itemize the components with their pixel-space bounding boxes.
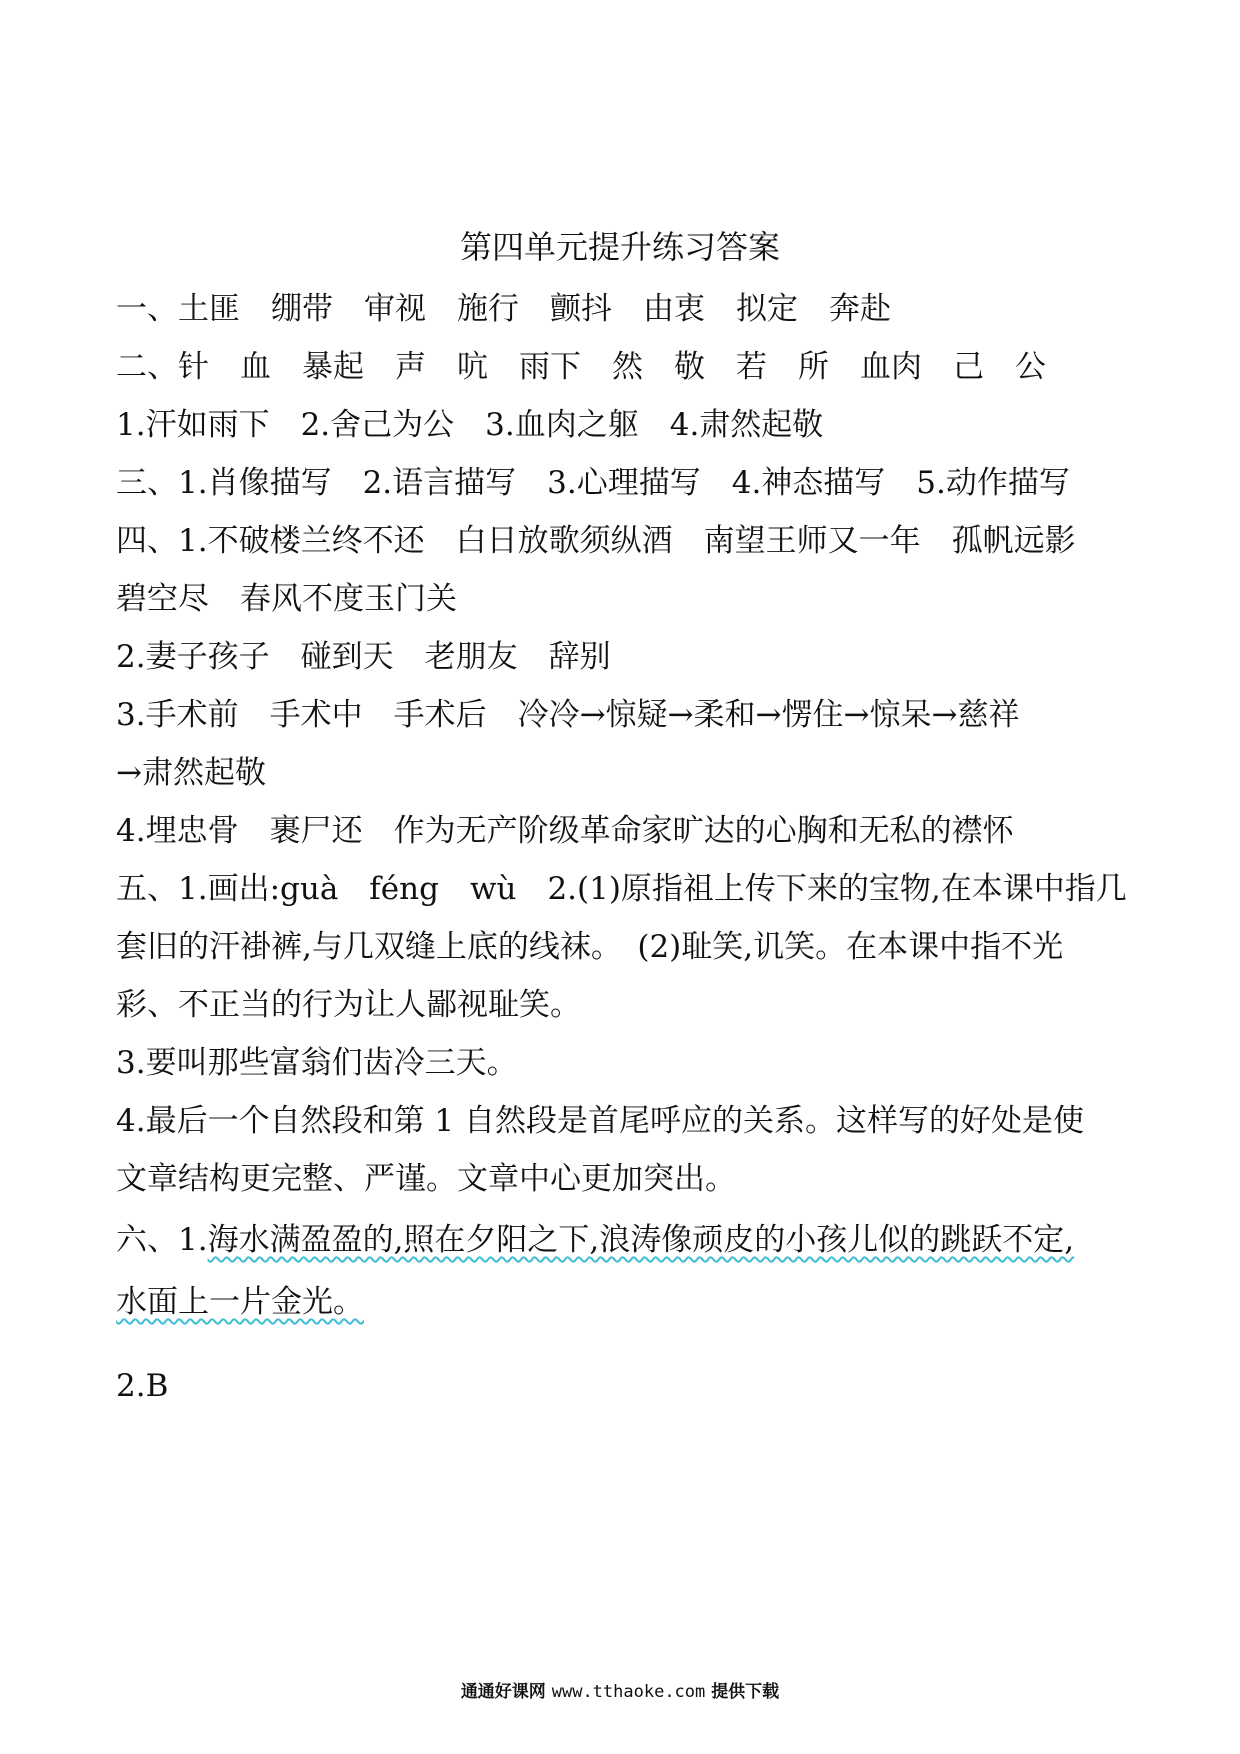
answer-line-2: 二、针 血 暴起 声 吭 雨下 然 敬 若 所 血肉 己 公 xyxy=(116,349,1046,385)
answer-line-3: 1.汗如雨下 2.舍己为公 3.血肉之躯 4.肃然起敬 xyxy=(116,407,824,443)
underlined-sentence-part2: 水面上一片金光。 xyxy=(116,1284,364,1320)
footer xyxy=(0,1680,1240,1704)
answer-line-7: 2.妻子孩子 碰到天 老朋友 辞别 xyxy=(116,639,611,675)
answer-line-6: 碧空尽 春风不度玉门关 xyxy=(116,581,457,617)
page-title: 第四单元提升练习答案 xyxy=(459,228,780,266)
answer-line-14: 3.要叫那些富翁们齿冷三天。 xyxy=(116,1045,518,1081)
footer-site-name: 通通好课网 xyxy=(460,1682,546,1702)
footer-suffix: 提供下载 xyxy=(711,1682,780,1702)
answer-line-13: 彩、不正当的行为让人鄙视耻笑。 xyxy=(116,987,581,1023)
answer-line-16: 文章结构更完整、严谨。文章中心更加突出。 xyxy=(116,1161,736,1197)
underlined-sentence-part1: 海水满盈盈的,照在夕阳之下,浪涛像顽皮的小孩儿似的跳跃不定, xyxy=(207,1222,1075,1258)
answer-line-10: 4.埋忠骨 裹尸还 作为无产阶级革命家旷达的心胸和无私的襟怀 xyxy=(116,813,1014,849)
section6-prefix: 六、1. xyxy=(116,1222,208,1258)
answer-line-17 xyxy=(116,1218,1074,1262)
answer-line-12: 套旧的汗褂裤,与几双缝上底的线袜。 (2)耻笑,讥笑。在本课中指不光 xyxy=(116,929,1064,965)
footer-url: www.tthaoke.com xyxy=(551,1682,706,1702)
answer-line-11: 五、1.画出:guà féng wù 2.(1)原指祖上传下来的宝物,在本课中指几 xyxy=(116,871,1127,907)
answer-line-15: 4.最后一个自然段和第 1 自然段是首尾呼应的关系。这样写的好处是使 xyxy=(116,1103,1085,1139)
answer-line-19: 2.B xyxy=(116,1368,169,1404)
answer-line-5: 四、1.不破楼兰终不还 白日放歌须纵酒 南望王师又一年 孤帆远影 xyxy=(116,523,1076,559)
answer-line-1: 一、土匪 绷带 审视 施行 颤抖 由衷 拟定 奔赴 xyxy=(116,291,891,327)
answer-line-4: 三、1.肖像描写 2.语言描写 3.心理描写 4.神态描写 5.动作描写 xyxy=(116,465,1070,501)
answer-line-8: 3.手术前 手术中 手术后 冷冷→惊疑→柔和→愣住→惊呆→慈祥 xyxy=(116,697,1020,733)
answer-line-9: →肃然起敬 xyxy=(116,755,266,791)
answer-line-18 xyxy=(116,1280,364,1324)
